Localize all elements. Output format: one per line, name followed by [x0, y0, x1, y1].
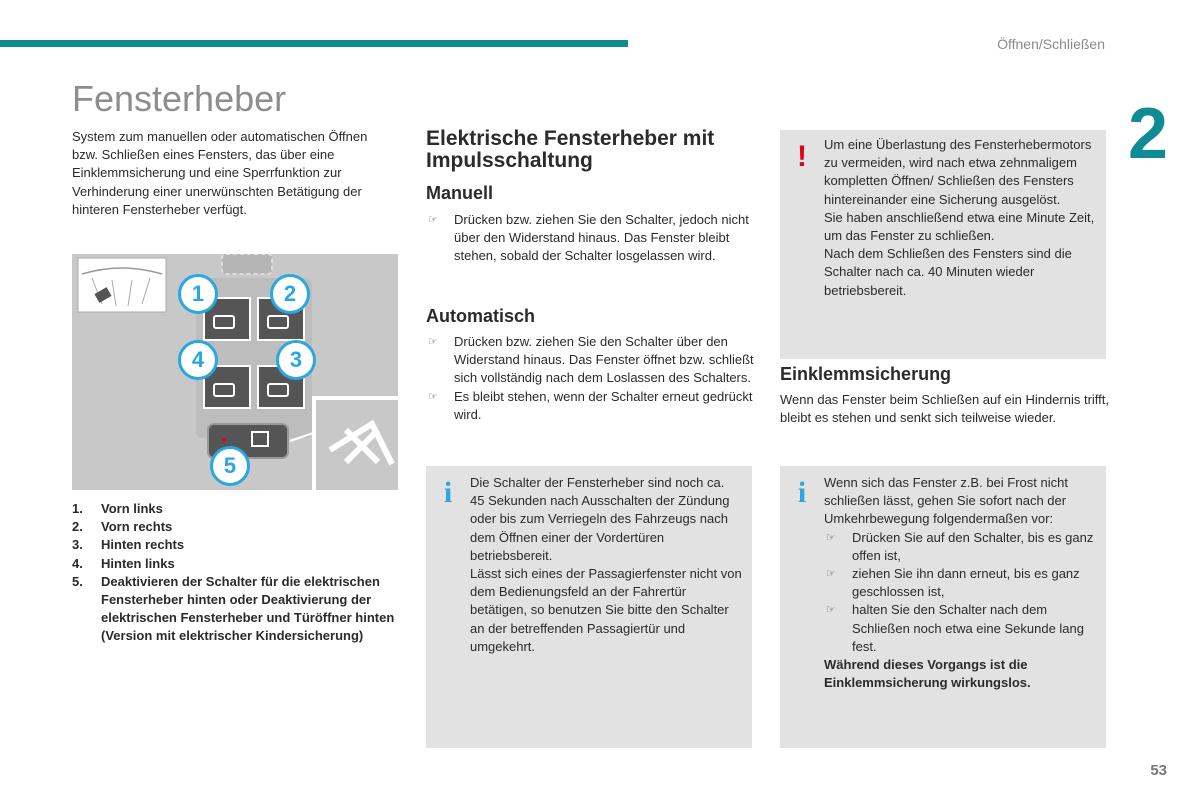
auto-heading: Automatisch	[426, 306, 536, 326]
info-box-frost	[780, 466, 1106, 748]
info-icon: i	[443, 476, 453, 509]
finger-pointer-icon: ☞	[826, 568, 836, 581]
callout-1: 1	[178, 274, 218, 314]
legend-item: 5. Deaktivieren der Schalter für die elektrischen Fensterheber hinten oder Deaktivierung der elektrischen Fensterheber und Türöffner hinten (Version mit elektrischer Kindersicherung)	[72, 573, 395, 644]
finger-pointer-icon: ☞	[826, 531, 836, 544]
chapter-number: 2	[1127, 94, 1168, 174]
info-paragraph: Die Schalter der Fensterheber sind noch ca. 45 Sekunden nach Ausschalten der Zündung oder bis zum Verriegeln des Fahrzeugs nach dem Öffnen einer der Vordertüren betriebsbereit.	[470, 475, 730, 563]
page-title: Fensterheber	[72, 78, 287, 119]
warning-paragraph: Nach dem Schließen des Fensters sind die Schalter nach ca. 40 Minuten wieder betriebsbereit.	[824, 246, 1072, 298]
intro-paragraph: System zum manuellen oder automatischen Öffnen bzw. Schließen eines Fensters, das über eine Einklemmsicherung und eine Sperrfunktion zur Verhinderung einer unerwünschten Betätigung der hinteren Fensterheber verfügt.	[72, 129, 368, 217]
info-icon: i	[797, 476, 807, 509]
impulse-heading: Elektrische Fensterheber mit Impulsschaltung	[426, 127, 715, 172]
info-paragraph: Lässt sich eines der Passagierfenster nicht von dem Bedienungsfeld an der Fahrertür betätigen, so benutzen Sie bitte den Schalter an der betreffenden Passagiertür und umgekehrt.	[470, 566, 742, 654]
finger-pointer-icon: ☞	[428, 336, 438, 348]
finger-pointer-icon: ☞	[428, 390, 438, 403]
info-paragraph: Wenn sich das Fenster z.B. bei Frost nicht schließen lässt, gehen Sie sofort nach der Umkehrbewegung folgendermaßen vor:	[824, 475, 1068, 527]
dashboard-inset	[78, 258, 166, 312]
header-accent-bar	[0, 40, 628, 47]
list-item: ☞ Drücken bzw. ziehen Sie den Schalter über den Widerstand hinaus. Das Fenster öffnet bzw. schließt sich vollständig nach dem Loslassen des Schalters.	[428, 334, 754, 386]
section-title: Öffnen/Schließen	[997, 36, 1105, 52]
auto-list	[426, 333, 756, 424]
list-item: ☞ Es bleibt stehen, wenn der Schalter erneut gedrückt wird.	[428, 388, 753, 422]
finger-pointer-icon: ☞	[826, 604, 836, 617]
callout-3: 3	[276, 340, 316, 380]
page-number: 53	[1150, 762, 1167, 779]
legend-item: 2. Vorn rechts	[72, 519, 173, 535]
warning-box-overload	[780, 130, 1106, 359]
warning-paragraph: Sie haben anschließend etwa eine Minute Zeit, um das Fenster zu schließen.	[824, 209, 1095, 244]
info-note: Während dieses Vorgangs ist die Einklemmsicherung wirkungslos.	[824, 657, 1031, 691]
warning-icon: !	[797, 140, 807, 173]
list-item: ☞ ziehen Sie ihn dann erneut, bis es ganz geschlossen ist,	[826, 566, 1080, 600]
manual-heading: Manuell	[426, 183, 494, 203]
legend-item: 1. Vorn links	[72, 501, 163, 516]
callout-5: 5	[210, 446, 250, 486]
legend-item: 4. Hinten links	[72, 555, 175, 571]
warning-paragraph: Um eine Überlastung des Fensterhebermotors zu vermeiden, wird nach etwa zehnmaligem kompletten Öffnen/ Schließen des Fensters hintereinander eine Sicherung ausgelöst.	[824, 137, 1092, 207]
pinch-protection-heading: Einklemmsicherung	[780, 364, 952, 384]
list-item: ☞ Drücken Sie auf den Schalter, bis es ganz offen ist,	[826, 529, 1094, 563]
info-box-switch-timing	[426, 466, 752, 748]
pinch-protection-text: Wenn das Fenster beim Schließen auf ein Hindernis trifft, bleibt es stehen und senkt sich teilweise wieder.	[780, 392, 1110, 426]
list-item: ☞ Drücken bzw. ziehen Sie den Schalter, jedoch nicht über den Widerstand hinaus. Das Fenster bleibt stehen, sobald der Schalter losgelassen wird.	[428, 212, 749, 264]
manual-list	[426, 211, 756, 266]
figure-legend	[72, 500, 402, 646]
finger-pointer-icon: ☞	[428, 214, 438, 226]
window-switch-illustration	[72, 254, 398, 490]
callout-4: 4	[178, 340, 218, 380]
callout-2: 2	[270, 274, 310, 314]
list-item: ☞ halten Sie den Schalter nach dem Schließen noch etwa eine Sekunde lang fest.	[826, 602, 1084, 654]
legend-item: 3. Hinten rechts	[72, 537, 185, 553]
frost-steps-list	[824, 529, 1096, 656]
